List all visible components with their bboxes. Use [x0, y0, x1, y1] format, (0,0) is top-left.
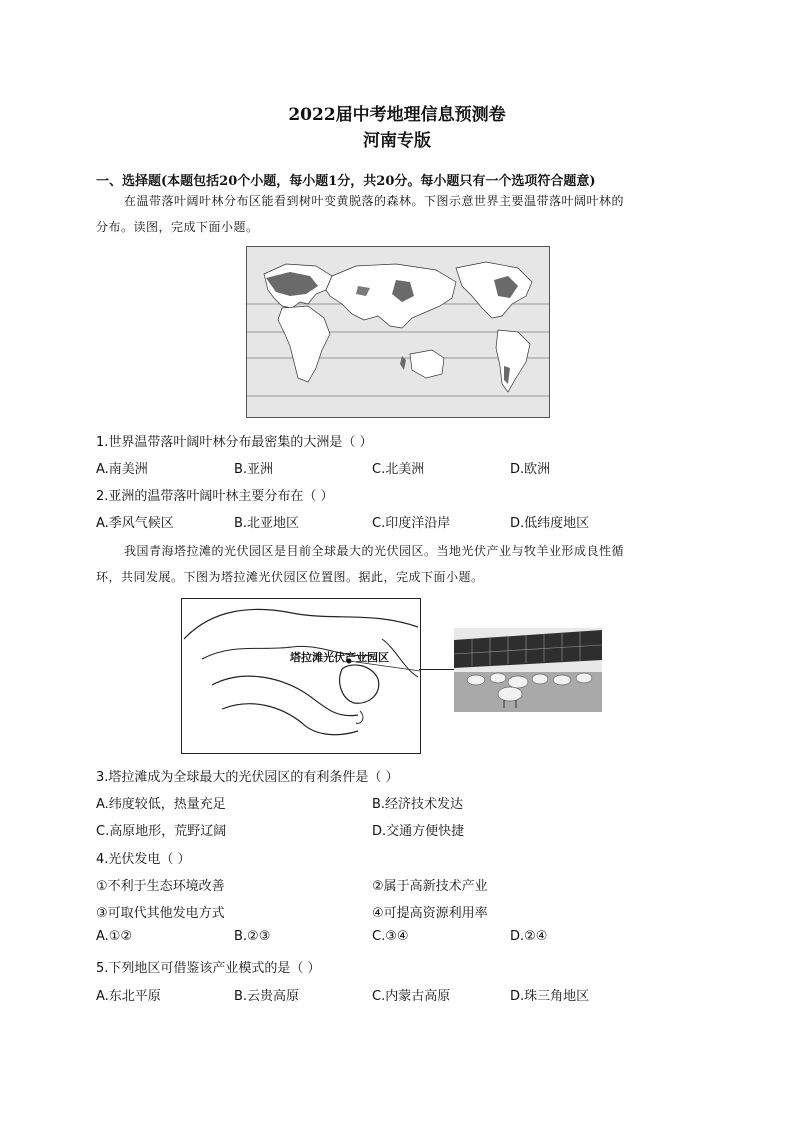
q2-option-d[interactable]: D.低纬度地区 [510, 516, 590, 531]
passage2-line1: 我国青海塔拉滩的光伏园区是目前全球最大的光伏园区。当地光伏产业与牧羊业形成良性循 [124, 544, 625, 558]
q5-option-c[interactable]: C.内蒙古高原 [372, 989, 451, 1004]
q4-option-b[interactable]: B.②③ [234, 929, 271, 944]
q3-option-b[interactable]: B.经济技术发达 [372, 797, 464, 812]
q4-statement-1: ①不利于生态环境改善 [96, 879, 225, 894]
passage2-line2: 环，共同发展。下图为塔拉滩光伏园区位置图。据此，完成下面小题。 [96, 570, 484, 584]
question-5-stem: 5.下列地区可借鉴该产业模式的是（ ） [96, 961, 321, 976]
solar-sheep-photo-svg [454, 628, 602, 712]
q1-option-b[interactable]: B.亚洲 [234, 462, 274, 477]
solar-sheep-photo [454, 628, 602, 712]
q4-option-a[interactable]: A.①② [96, 929, 133, 944]
q2-option-b[interactable]: B.北亚地区 [234, 516, 300, 531]
photo-connector-line [419, 669, 454, 670]
question-2-stem: 2.亚洲的温带落叶阔叶林主要分布在（ ） [96, 489, 334, 504]
world-forest-map [246, 246, 550, 418]
section-heading: 一、选择题(本题包括20个小题，每小题1分，共20分。每小题只有一个选项符合题意) [96, 174, 596, 189]
q4-statement-2: ②属于高新技术产业 [372, 879, 488, 894]
q3-option-c[interactable]: C.高原地形，荒野辽阔 [96, 824, 227, 839]
q1-option-d[interactable]: D.欧洲 [510, 462, 551, 477]
talatan-location-map [181, 598, 421, 754]
q1-option-c[interactable]: C.北美洲 [372, 462, 425, 477]
q4-statement-3: ③可取代其他发电方式 [96, 906, 225, 921]
talatan-map-svg [182, 599, 420, 753]
q2-option-a[interactable]: A.季风气候区 [96, 516, 174, 531]
q2-option-c[interactable]: C.印度洋沿岸 [372, 516, 451, 531]
passage1-line2: 分布。读图，完成下面小题。 [96, 220, 259, 234]
q5-option-a[interactable]: A.东北平原 [96, 989, 161, 1004]
page-title: 2022届中考地理信息预测卷 [288, 105, 506, 125]
world-map-svg [246, 246, 550, 418]
passage1-line1: 在温带落叶阔叶林分布区能看到树叶变黄脱落的森林。下图示意世界主要温带落叶阔叶林的 [124, 194, 625, 208]
q4-statement-4: ④可提高资源利用率 [372, 906, 488, 921]
talatan-park-label: 塔拉滩光伏产业园区 [290, 651, 389, 664]
q5-option-b[interactable]: B.云贵高原 [234, 989, 300, 1004]
q1-option-a[interactable]: A.南美洲 [96, 462, 148, 477]
q3-option-a[interactable]: A.纬度较低，热量充足 [96, 797, 226, 812]
page-subtitle: 河南专版 [363, 131, 431, 151]
q4-option-d[interactable]: D.②④ [510, 929, 548, 944]
question-3-stem: 3.塔拉滩成为全球最大的光伏园区的有利条件是（ ） [96, 770, 399, 785]
question-1-stem: 1.世界温带落叶阔叶林分布最密集的大洲是（ ） [96, 435, 373, 450]
question-4-stem: 4.光伏发电（ ） [96, 852, 191, 867]
q3-option-d[interactable]: D.交通方便快捷 [372, 824, 465, 839]
q4-option-c[interactable]: C.③④ [372, 929, 409, 944]
q5-option-d[interactable]: D.珠三角地区 [510, 989, 590, 1004]
